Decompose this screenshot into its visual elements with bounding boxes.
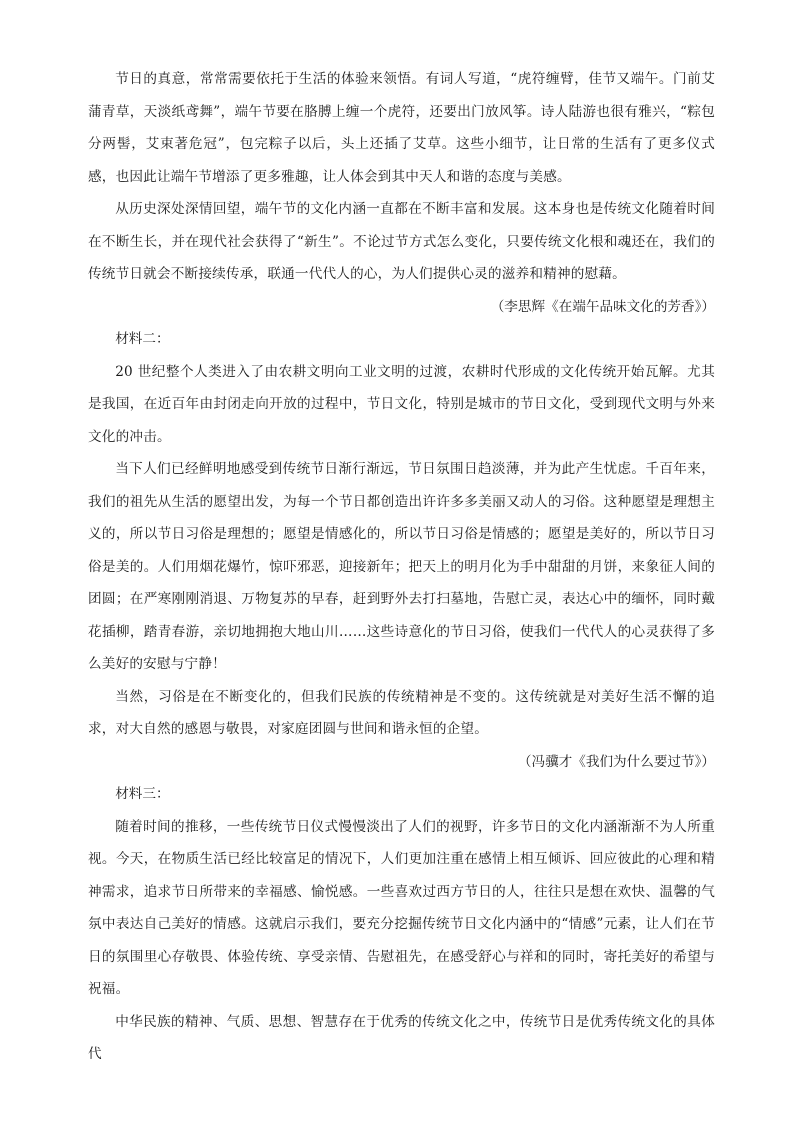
paragraph-tradition-spirit: 当然，习俗是在不断变化的，但我们民族的传统精神是不变的。这传统就是对美好生活不懈的追求，对大自然的感恩与敬畏，对家庭团圆与世间和谐永恒的企望。 bbox=[88, 688, 715, 737]
paragraph-dragon-boat-history: 从历史深处深情回望，端午节的文化内涵一直都在不断丰富和发展。这本身也是传统文化随着时间在不断生长，并在现代社会获得了“新生”。不论过节方式怎么变化，只要传统文化根和魂还在，我们的传统节日就会不断接续传承，联通一代代人的心，为人们提供心灵的滋养和精神的慰藉。 bbox=[88, 201, 715, 282]
paragraph-20th-century: 20 世纪整个人类进入了由农耕文明向工业文明的过渡，农耕时代形成的文化传统开始瓦解。尤其是我国，在近百年由封闭走向开放的过程中，节日文化，特别是城市的节日文化，受到现代文明与外来文化的冲击。 bbox=[88, 363, 715, 445]
paragraph-emotional-elements: 随着时间的推移，一些传统节日仪式慢慢淡出了人们的视野，许多节日的文化内涵渐渐不为人所重视。今天，在物质生活已经比较富足的情况下，人们更加注重在感情上相互倾诉、回应彼此的心理和精神需求，追求节日所带来的幸福感、愉悦感。一些喜欢过西方节日的人，往往只是想在欢快、温馨的气氛中表达自己美好的情感。这就启示我们，要充分挖掘传统节日文化内涵中的“情感”元素，让人们在节日的氛围里心存敬畏、体验传统、享受亲情、告慰祖先，在感受舒心与祥和的同时，寄托美好的希望与祝福。 bbox=[88, 818, 715, 997]
paragraph-festival-customs: 当下人们已经鲜明地感受到传统节日渐行渐远，节日氛围日趋淡薄，并为此产生忧虑。千百年来，我们的祖先从生活的愿望出发，为每一个节日都创造出许许多多美丽又动人的习俗。这种愿望是理想主义的，所以节日习俗是理想的；愿望是情感化的，所以节日习俗是情感的；愿望是美好的，所以节日习俗是美的。人们用烟花爆竹，惊吓邪恶，迎接新年；把天上的明月化为手中甜甜的月饼，来象征人间的团圆；在严寒刚刚消退、万物复苏的早春，赶到野外去打扫墓地，告慰亡灵，表达心中的缅怀，同时戴花插柳，踏青春游，亲切地拥抱大地山川……这些诗意化的节日习俗，使我们一代代人的心灵获得了多么美好的安慰与宁静！ bbox=[88, 461, 715, 672]
source-citation-1: （李思辉《在端午品味文化的芳香》） bbox=[490, 298, 715, 315]
material-two-heading: 材料二： bbox=[115, 331, 170, 347]
paragraph-chinese-spirit: 中华民族的精神、气质、思想、智慧存在于优秀的传统文化之中，传统节日是优秀传统文化的具体代 bbox=[88, 1013, 715, 1062]
paragraph-dragon-boat-meaning: 节日的真意，常常需要依托于生活的体验来领悟。有词人写道，“虎符缠臂，佳节又端午。门前艾蒲青草，天淡纸鸢舞”，端午节要在胳膊上缠一个虎符，还要出门放风筝。诗人陆游也很有雅兴，“粽包分两髻，艾束著危冠”，包完粽子以后，头上还插了艾草。这些小细节，让日常的生活有了更多仪式感，也因此让端午节增添了更多雅趣，让人体会到其中天人和谐的态度与美感。 bbox=[88, 71, 715, 185]
source-citation-2: （冯骥才《我们为什么要过节》） bbox=[517, 753, 715, 770]
document-page bbox=[88, 63, 715, 1071]
material-three-heading: 材料三： bbox=[115, 786, 170, 802]
